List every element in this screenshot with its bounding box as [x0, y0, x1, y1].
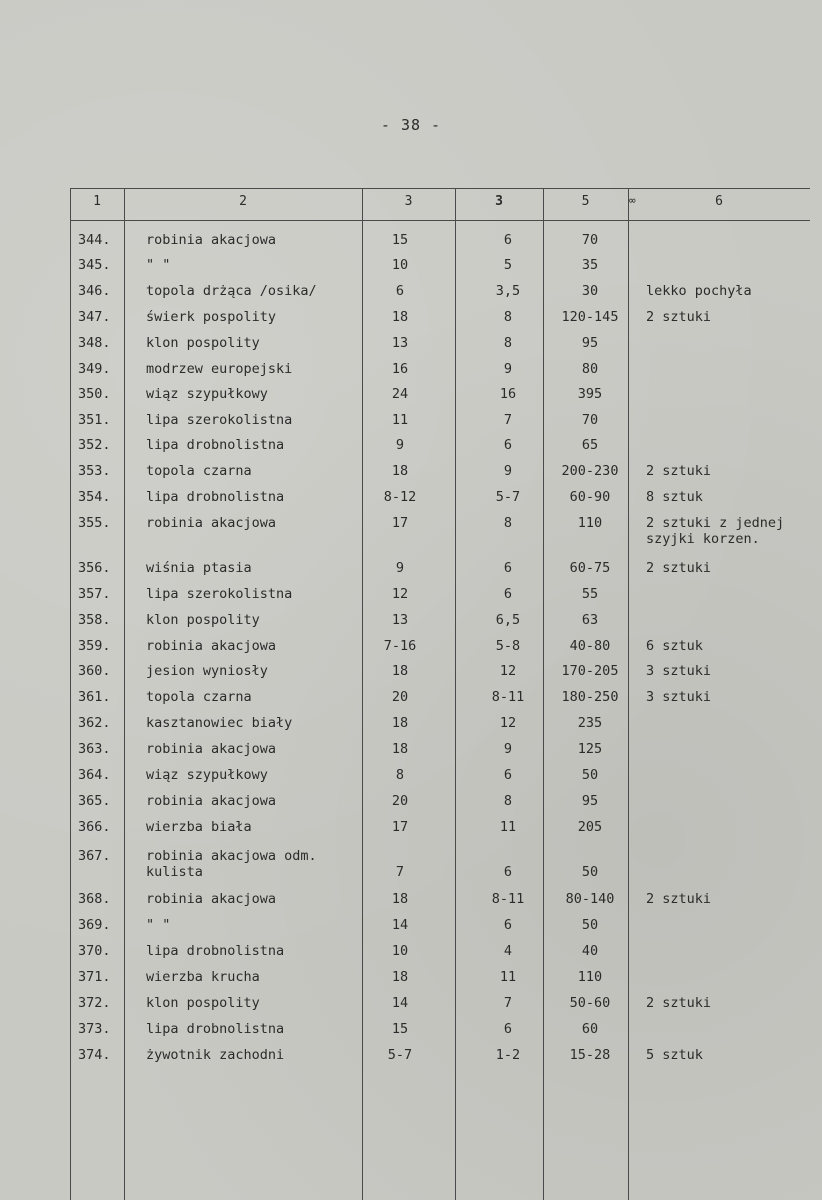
- cell-c3: 18: [391, 715, 409, 731]
- cell-c5: 65: [581, 437, 599, 453]
- cell-c3: 8-12: [383, 489, 417, 505]
- header-col-1: 1: [93, 194, 101, 209]
- cell-c5: 180-250: [561, 689, 619, 705]
- cell-c4: 8: [503, 335, 513, 351]
- cell-c5: 40: [581, 943, 599, 959]
- cell-name: lipa drobnolistna: [146, 489, 285, 505]
- cell-no: 366.: [78, 819, 111, 835]
- cell-c3: 9: [395, 437, 405, 453]
- cell-no: 364.: [78, 767, 111, 783]
- cell-name: lipa drobnolistna: [146, 943, 285, 959]
- cell-c3: 6: [395, 283, 405, 299]
- cell-name: wiąz szypułkowy: [146, 386, 268, 402]
- cell-note: 2 sztuki: [646, 463, 712, 479]
- cell-no: 371.: [78, 969, 111, 985]
- cell-name: wiąz szypułkowy: [146, 767, 268, 783]
- cell-c4: 9: [503, 361, 513, 377]
- cell-no: 356.: [78, 560, 111, 576]
- cell-c4: 8-11: [491, 689, 525, 705]
- cell-name2: kulista: [146, 864, 203, 880]
- cell-name: robinia akacjowa: [146, 232, 277, 248]
- cell-name: robinia akacjowa: [146, 638, 277, 654]
- cell-c3: 10: [391, 943, 409, 959]
- cell-note: 8 sztuk: [646, 489, 703, 505]
- header-col-3: 3: [404, 194, 413, 209]
- cell-c5: 200-230: [561, 463, 619, 479]
- cell-no: 350.: [78, 386, 111, 402]
- cell-c3: 16: [391, 361, 409, 377]
- cell-c5: 395: [577, 386, 603, 402]
- cell-name: robinia akacjowa: [146, 891, 277, 907]
- cell-name: wiśnia ptasia: [146, 560, 252, 576]
- cell-c4: 6,5: [495, 612, 521, 628]
- cell-c4: 4: [503, 943, 513, 959]
- cell-name: lipa szerokolistna: [146, 586, 293, 602]
- cell-c5: 95: [581, 793, 599, 809]
- cell-c5: 110: [577, 969, 603, 985]
- cell-c4: 6: [503, 864, 513, 880]
- cell-c5: 30: [581, 283, 599, 299]
- cell-c3: 20: [391, 793, 409, 809]
- cell-name: robinia akacjowa: [146, 515, 277, 531]
- cell-note: 3 sztuki: [646, 663, 712, 679]
- cell-name: robinia akacjowa odm.: [146, 848, 317, 864]
- cell-no: 372.: [78, 995, 111, 1011]
- cell-c5: 170-205: [561, 663, 619, 679]
- header-mark: ∞: [629, 194, 636, 207]
- cell-no: 362.: [78, 715, 111, 731]
- cell-c4: 16: [499, 386, 517, 402]
- cell-no: 346.: [78, 283, 111, 299]
- cell-no: 348.: [78, 335, 111, 351]
- cell-c3: 8: [395, 767, 405, 783]
- cell-c5: 50: [581, 767, 599, 783]
- cell-name: " ": [146, 257, 171, 273]
- cell-c3: 13: [391, 612, 409, 628]
- cell-c4: 5-7: [495, 489, 521, 505]
- cell-name: robinia akacjowa: [146, 741, 277, 757]
- cell-no: 368.: [78, 891, 111, 907]
- cell-c4: 9: [503, 741, 513, 757]
- cell-c3: 15: [391, 232, 409, 248]
- cell-c5: 55: [581, 586, 599, 602]
- cell-c3: 9: [395, 560, 405, 576]
- header-col-4: 3: [495, 194, 503, 209]
- cell-note: 2 sztuki: [646, 995, 712, 1011]
- cell-name: " ": [146, 917, 171, 933]
- cell-c4: 6: [503, 586, 513, 602]
- header-col-5: 5: [581, 194, 590, 209]
- cell-c5: 80: [581, 361, 599, 377]
- cell-c4: 5: [503, 257, 513, 273]
- cell-c4: 8: [503, 793, 513, 809]
- cell-c4: 8-11: [491, 891, 525, 907]
- cell-c3: 15: [391, 1021, 409, 1037]
- cell-no: 369.: [78, 917, 111, 933]
- cell-no: 367.: [78, 848, 111, 864]
- cell-c4: 12: [499, 663, 517, 679]
- cell-c4: 6: [503, 917, 513, 933]
- cell-note: 3 sztuki: [646, 689, 712, 705]
- cell-c5: 50: [581, 917, 599, 933]
- cell-c5: 60-75: [569, 560, 611, 576]
- cell-name: klon pospolity: [146, 335, 260, 351]
- cell-name: wierzba biała: [146, 819, 252, 835]
- cell-c5: 80-140: [565, 891, 615, 907]
- cell-c4: 9: [503, 463, 513, 479]
- cell-no: 354.: [78, 489, 111, 505]
- cell-name: jesion wyniosły: [146, 663, 268, 679]
- cell-c5: 60: [581, 1021, 599, 1037]
- cell-c3: 14: [391, 917, 409, 933]
- cell-note: 2 sztuki z jednej: [646, 515, 785, 531]
- cell-c3: 13: [391, 335, 409, 351]
- cell-no: 370.: [78, 943, 111, 959]
- cell-c4: 5-8: [495, 638, 521, 654]
- cell-name: wierzba krucha: [146, 969, 260, 985]
- cell-c3: 7-16: [383, 638, 417, 654]
- cell-note: 2 sztuki: [646, 560, 712, 576]
- cell-note: lekko pochyła: [646, 283, 752, 299]
- cell-c5: 205: [577, 819, 603, 835]
- cell-c3: 18: [391, 309, 409, 325]
- cell-c3: 7: [395, 864, 405, 880]
- cell-no: 351.: [78, 412, 111, 428]
- cell-c3: 18: [391, 663, 409, 679]
- cell-note: 5 sztuk: [646, 1047, 703, 1063]
- cell-name: topola czarna: [146, 463, 252, 479]
- cell-c3: 18: [391, 463, 409, 479]
- cell-note: 2 sztuki: [646, 891, 712, 907]
- cell-name: robinia akacjowa: [146, 793, 277, 809]
- cell-name: świerk pospolity: [146, 309, 277, 325]
- cell-c3: 5-7: [387, 1047, 413, 1063]
- cell-name: klon pospolity: [146, 995, 260, 1011]
- cell-c4: 6: [503, 232, 513, 248]
- header-col-6: 6: [715, 194, 723, 209]
- cell-c4: 11: [499, 969, 517, 985]
- cell-no: 360.: [78, 663, 111, 679]
- cell-c4: 8: [503, 309, 513, 325]
- header-col-2: 2: [239, 194, 247, 209]
- cell-c4: 7: [503, 412, 513, 428]
- cell-c3: 20: [391, 689, 409, 705]
- cell-no: 357.: [78, 586, 111, 602]
- cell-c5: 40-80: [569, 638, 611, 654]
- cell-c4: 8: [503, 515, 513, 531]
- cell-c3: 14: [391, 995, 409, 1011]
- cell-c3: 18: [391, 741, 409, 757]
- cell-c5: 63: [581, 612, 599, 628]
- cell-c4: 7: [503, 995, 513, 1011]
- cell-name: topola drżąca /osika/: [146, 283, 317, 299]
- cell-c3: 18: [391, 969, 409, 985]
- cell-no: 361.: [78, 689, 111, 705]
- cell-c4: 12: [499, 715, 517, 731]
- cell-name: topola czarna: [146, 689, 252, 705]
- cell-no: 347.: [78, 309, 111, 325]
- cell-c5: 50-60: [569, 995, 611, 1011]
- cell-no: 359.: [78, 638, 111, 654]
- cell-no: 352.: [78, 437, 111, 453]
- cell-c4: 6: [503, 560, 513, 576]
- cell-c5: 125: [577, 741, 603, 757]
- cell-no: 353.: [78, 463, 111, 479]
- cell-c5: 110: [577, 515, 603, 531]
- cell-c5: 70: [581, 412, 599, 428]
- cell-no: 363.: [78, 741, 111, 757]
- cell-no: 365.: [78, 793, 111, 809]
- cell-no: 373.: [78, 1021, 111, 1037]
- cell-c3: 17: [391, 515, 409, 531]
- cell-note2: szyjki korzen.: [646, 531, 760, 547]
- cell-c3: 17: [391, 819, 409, 835]
- cell-name: lipa szerokolistna: [146, 412, 293, 428]
- cell-c4: 6: [503, 1021, 513, 1037]
- cell-c5: 15-28: [569, 1047, 611, 1063]
- cell-no: 344.: [78, 232, 111, 248]
- cell-c4: 6: [503, 437, 513, 453]
- cell-c5: 70: [581, 232, 599, 248]
- cell-c3: 24: [391, 386, 409, 402]
- cell-name: lipa drobnolistna: [146, 1021, 285, 1037]
- cell-c4: 3,5: [495, 283, 521, 299]
- cell-no: 349.: [78, 361, 111, 377]
- cell-c4: 1-2: [495, 1047, 521, 1063]
- cell-name: modrzew europejski: [146, 361, 293, 377]
- cell-c5: 60-90: [569, 489, 611, 505]
- cell-c3: 12: [391, 586, 409, 602]
- cell-c5: 50: [581, 864, 599, 880]
- cell-name: klon pospolity: [146, 612, 260, 628]
- cell-c3: 11: [391, 412, 409, 428]
- cell-c5: 95: [581, 335, 599, 351]
- cell-no: 374.: [78, 1047, 111, 1063]
- cell-no: 345.: [78, 257, 111, 273]
- cell-note: 6 sztuk: [646, 638, 703, 654]
- page-number: - 38 -: [380, 116, 442, 134]
- cell-c4: 6: [503, 767, 513, 783]
- cell-c5: 35: [581, 257, 599, 273]
- cell-no: 355.: [78, 515, 111, 531]
- cell-c4: 11: [499, 819, 517, 835]
- cell-c5: 235: [577, 715, 603, 731]
- cell-no: 358.: [78, 612, 111, 628]
- cell-c3: 18: [391, 891, 409, 907]
- cell-c5: 120-145: [561, 309, 619, 325]
- cell-name: lipa drobnolistna: [146, 437, 285, 453]
- cell-name: żywotnik zachodni: [146, 1047, 285, 1063]
- cell-name: kasztanowiec biały: [146, 715, 293, 731]
- cell-c3: 10: [391, 257, 409, 273]
- cell-note: 2 sztuki: [646, 309, 712, 325]
